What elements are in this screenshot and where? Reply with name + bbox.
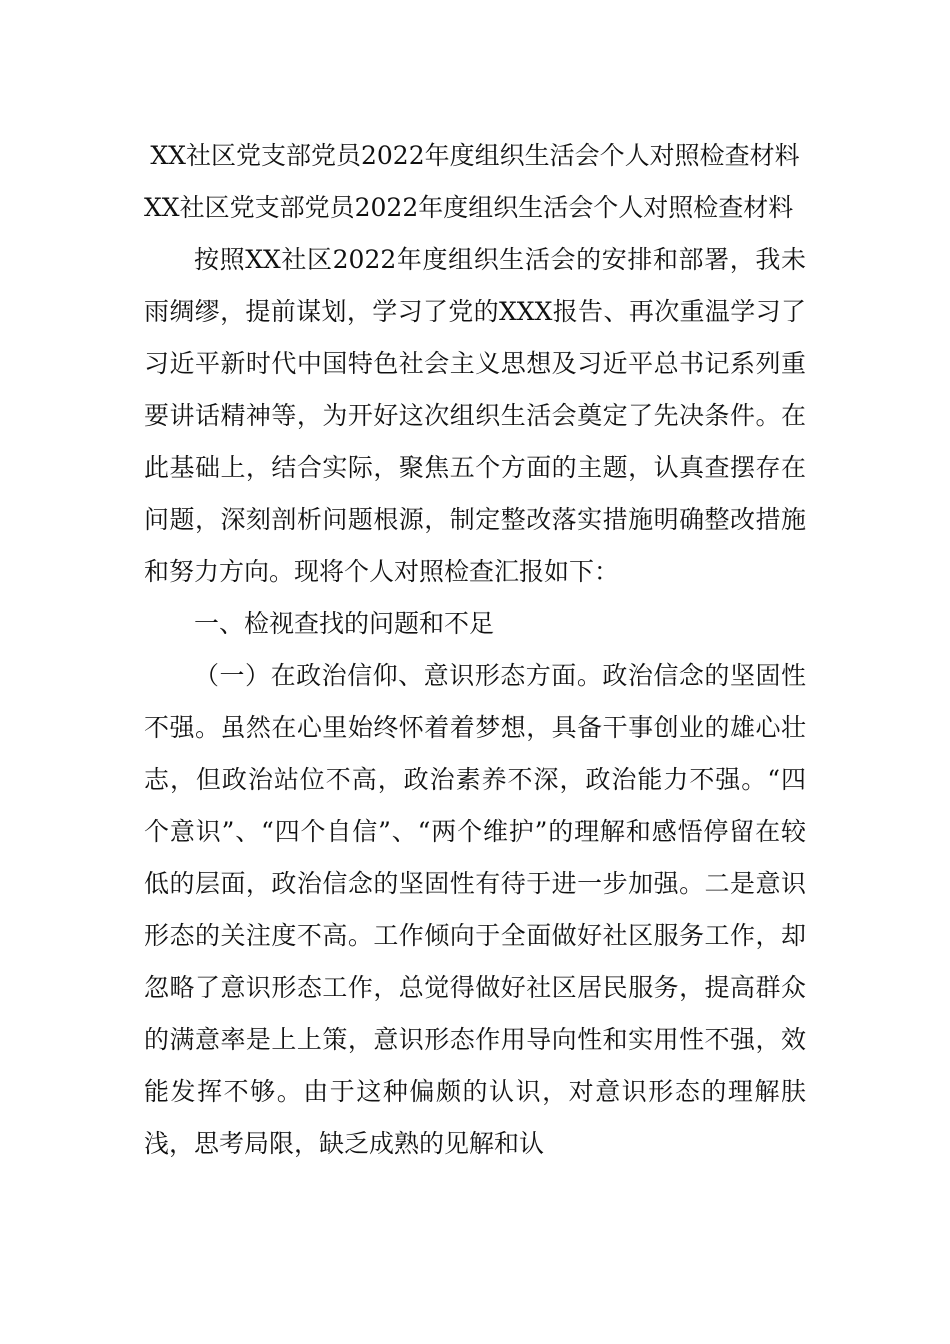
document-subtitle: XX社区党支部党员2022年度组织生活会个人对照检查材料 bbox=[144, 193, 794, 222]
section-paragraph: （一）在政治信仰、意识形态方面。政治信念的坚固性不强。虽然在心里始终怀着着梦想，具备干事创业的雄心壮志，但政治站位不高，政治素养不深，政治能力不强。“四个意识”、“四个自信”、“两个维护”的理解和感悟停留在较低的层面，政治信念的坚固性有待于进一步加强。二是意识形态的关注度不高。工作倾向于全面做好社区服务工作，却忽略了意识形态工作，总觉得做好社区居民服务，提高群众的满意率是上上策，意识形态作用导向性和实用性不强，效能发挥不够。由于这种偏颇的认识，对意识形态的理解肤浅，思考局限，缺乏成熟的见解和认 bbox=[144, 661, 806, 1158]
intro-paragraph: 按照XX社区2022年度组织生活会的安排和部署，我未雨绸缪，提前谋划，学习了党的XXX报告、再次重温学习了习近平新时代中国特色社会主义思想及习近平总书记系列重要讲话精神等，为开好这次组织生活会奠定了先决条件。在此基础上，结合实际，聚焦五个方面的主题，认真查摆存在问题，深刻剖析问题根源，制定整改落实措施明确整改措施和努力方向。现将个人对照检查汇报如下： bbox=[144, 245, 806, 586]
document-title: XX社区党支部党员2022年度组织生活会个人对照检查材料 bbox=[150, 141, 800, 170]
document-body bbox=[144, 130, 806, 1170]
section-heading: 一、检视查找的问题和不足 bbox=[194, 609, 495, 638]
